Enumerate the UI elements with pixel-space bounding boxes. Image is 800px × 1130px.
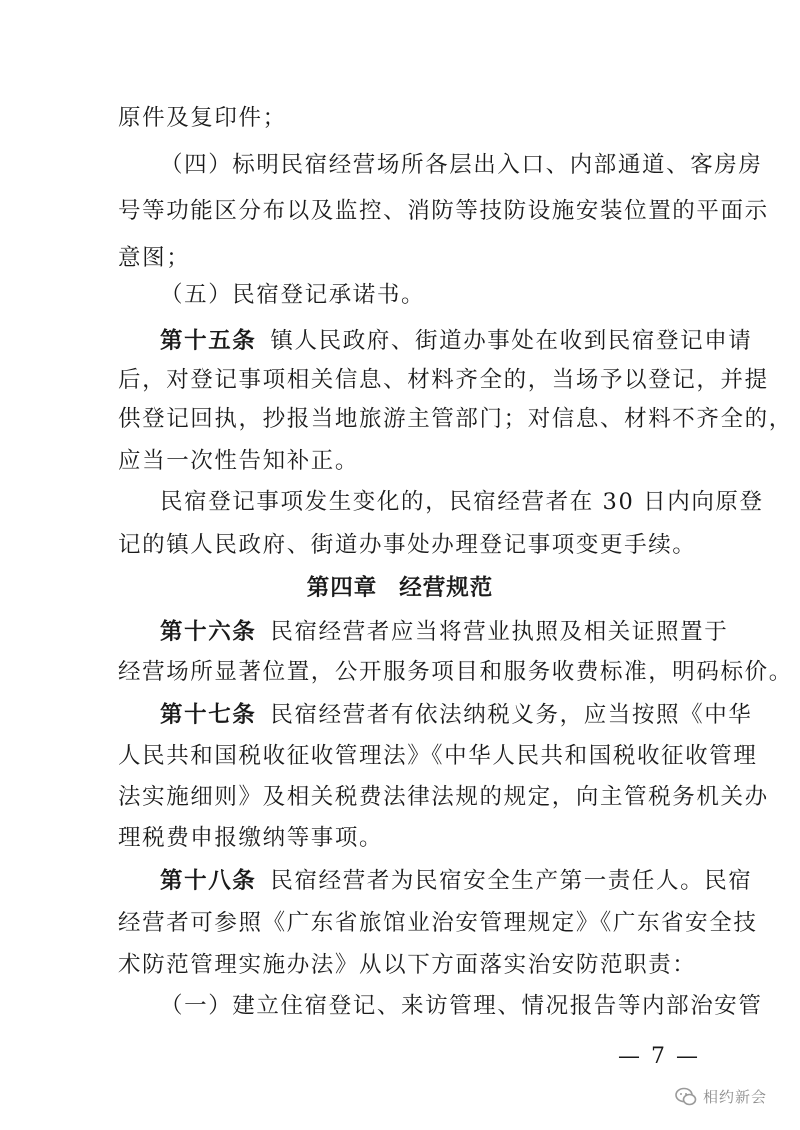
text-line: 民宿经营者应当将营业执照及相关证照置于 — [270, 619, 729, 645]
wechat-logo-icon — [675, 1087, 697, 1107]
text-line: 记的镇人民政府、街道办事处办理登记事项变更手续。 — [118, 532, 697, 558]
text-line: 人民共和国税收征收管理法》《中华人民共和国税收征收管理 — [118, 743, 758, 769]
text-line: 民宿登记事项发生变化的，民宿经营者在 30 日内向原登 — [160, 489, 764, 515]
chapter-number: 第四章 — [306, 575, 378, 601]
text-line: （五）民宿登记承诺书。 — [160, 282, 426, 308]
text-line: 号等功能区分布以及监控、消防等技防设施安装位置的平面示 — [118, 198, 769, 224]
chapter-heading — [0, 573, 800, 603]
text-line: 意图； — [118, 245, 191, 271]
watermark-text: 相约新会 — [703, 1088, 768, 1106]
text-line: 法实施细则》及相关税费法律法规的规定，向主管税务机关办 — [118, 784, 769, 810]
chapter-title: 经营规范 — [399, 575, 494, 601]
text-line: （四）标明民宿经营场所各层出入口、内部通道、客房房 — [160, 152, 763, 178]
article-heading: 第十六条 — [160, 619, 257, 645]
text-line: 供登记回执，抄报当地旅游主管部门；对信息、材料不齐全的， — [118, 406, 793, 432]
text-line: 经营者可参照《广东省旅馆业治安管理规定》《广东省安全技 — [118, 910, 758, 936]
source-watermark — [675, 1086, 767, 1107]
text-line: （一）建立住宿登记、来访管理、情况报告等内部治安管 — [160, 993, 763, 1019]
text-line: 经营场所显著位置，公开服务项目和服务收费标准，明码标价。 — [118, 659, 793, 685]
text-line: 术防范管理实施办法》从以下方面落实治安防范职责： — [118, 952, 697, 978]
article-heading: 第十八条 — [160, 868, 257, 894]
text-line: 理税费申报缴纳等事项。 — [118, 825, 384, 851]
article-paragraph-start — [160, 866, 753, 896]
article-paragraph-start — [160, 326, 753, 356]
article-paragraph-start — [160, 617, 729, 647]
text-line: 民宿经营者为民宿安全生产第一责任人。民宿 — [270, 868, 753, 894]
article-paragraph-start — [160, 700, 753, 730]
text-line: 镇人民政府、街道办事处在收到民宿登记申请 — [270, 328, 753, 354]
page-number: — 7 — — [618, 1044, 700, 1069]
text-line: 民宿经营者有依法纳税义务，应当按照《中华 — [270, 702, 753, 728]
article-heading: 第十五条 — [160, 328, 257, 354]
text-line: 后，对登记事项相关信息、材料齐全的，当场予以登记，并提 — [118, 367, 769, 393]
text-line: 应当一次性告知补正。 — [118, 448, 360, 474]
article-heading: 第十七条 — [160, 702, 257, 728]
text-line: 原件及复印件； — [118, 105, 287, 131]
